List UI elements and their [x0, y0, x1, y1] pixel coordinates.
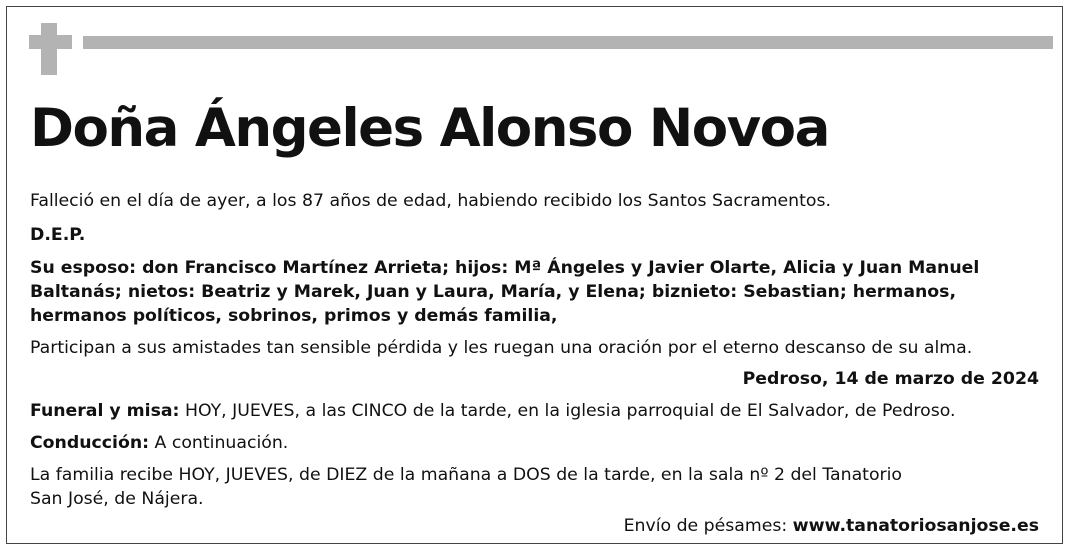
conduction-text: A continuación.	[149, 433, 289, 453]
condolences-info	[624, 515, 1039, 538]
cross-horizontal-bar	[29, 35, 72, 49]
reception-line-2: San José, de Nájera.	[30, 489, 204, 509]
family-line-3: hermanos políticos, sobrinos, primos y demás familia,	[30, 306, 558, 326]
funeral-label: Funeral y misa:	[30, 401, 180, 421]
place-date: Pedroso, 14 de marzo de 2024	[742, 369, 1039, 389]
deceased-name: Doña Ángeles Alonso Novoa	[30, 98, 829, 159]
header-divider-bar	[83, 36, 1053, 49]
funeral-info	[30, 400, 955, 423]
condolences-url: www.tanatoriosanjose.es	[792, 516, 1039, 536]
family-line-2: Baltanás; nietos: Beatriz y Marek, Juan y Laura, María, y Elena; biznieto: Sebastian; hermanos,	[30, 282, 957, 302]
conduction-label: Conducción:	[30, 433, 150, 453]
dep-abbreviation: D.E.P.	[30, 225, 86, 245]
family-line-1: Su esposo: don Francisco Martínez Arrieta; hijos: Mª Ángeles y Javier Olarte, Alicia y Juan Manuel	[30, 258, 980, 278]
death-notice: Falleció en el día de ayer, a los 87 años de edad, habiendo recibido los Santos Sacramentos.	[30, 191, 831, 211]
condolences-label: Envío de pésames:	[623, 516, 793, 536]
announcement: Participan a sus amistades tan sensible pérdida y les ruegan una oración por el eterno descanso de su alma.	[30, 338, 973, 358]
reception-line-1: La familia recibe HOY, JUEVES, de DIEZ de la mañana a DOS de la tarde, en la sala nº 2 del Tanatorio	[30, 465, 903, 485]
cross-vertical-bar	[41, 23, 57, 75]
conduction-info	[30, 432, 288, 455]
funeral-text: HOY, JUEVES, a las CINCO de la tarde, en la iglesia parroquial de El Salvador, de Pedroso.	[179, 401, 956, 421]
